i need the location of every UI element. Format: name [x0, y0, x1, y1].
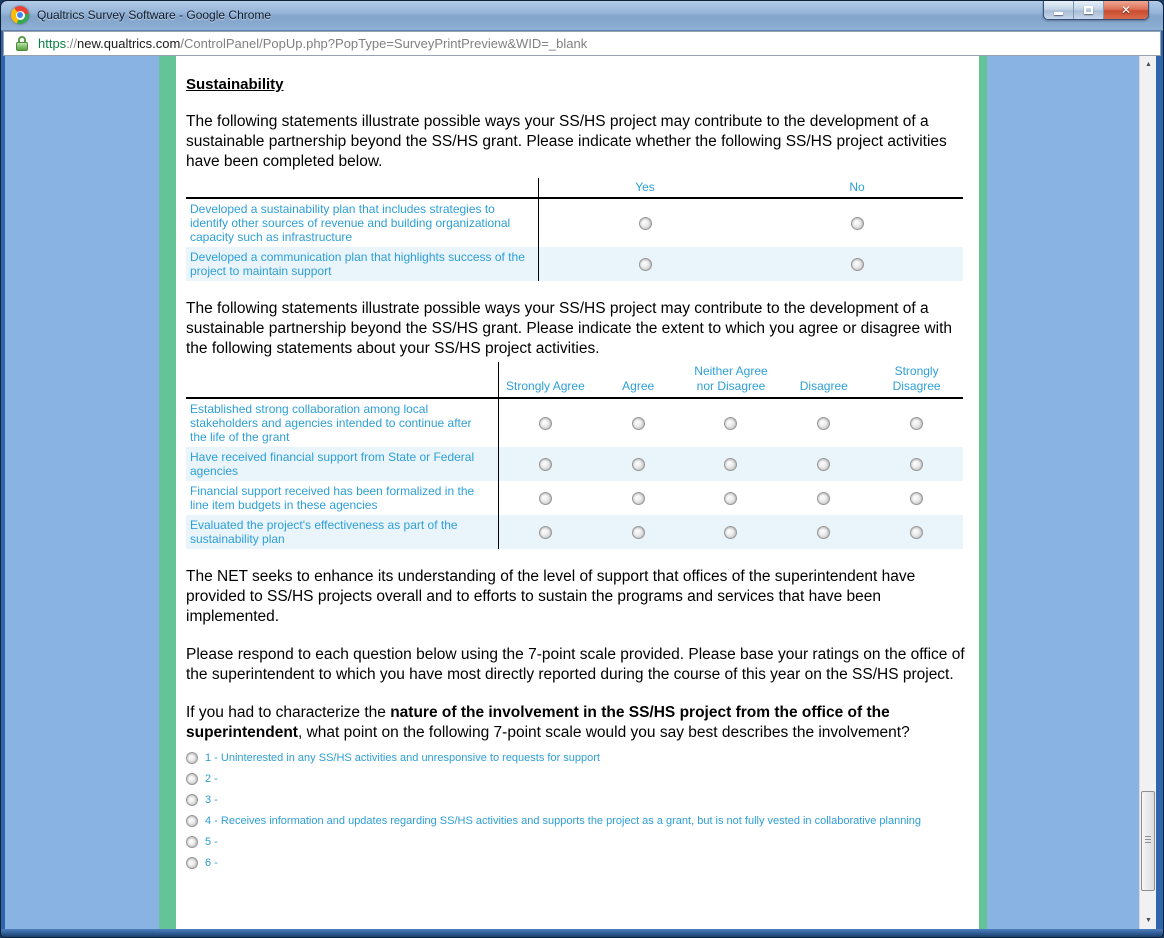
url-scheme: https — [38, 36, 67, 51]
survey-page — [176, 56, 979, 929]
radio-scale-4[interactable] — [186, 815, 198, 827]
radio-collaboration-5[interactable] — [910, 417, 923, 430]
scroll-up-button[interactable] — [1140, 56, 1156, 73]
list-item — [186, 792, 967, 809]
table-row — [186, 247, 963, 281]
minimize-icon — [1054, 12, 1063, 15]
radio-collaboration-2[interactable] — [632, 417, 645, 430]
radio-formalized-budgets-4[interactable] — [817, 492, 830, 505]
involvement-question — [186, 703, 968, 743]
option-label: 6 - — [205, 857, 218, 869]
section-title: Sustainability — [186, 76, 284, 93]
option-label: 3 - — [205, 794, 218, 806]
url-path: /ControlPanel/PopUp.php?PopType=SurveyPrintPreview&WID=_blank — [180, 36, 588, 51]
url-text[interactable] — [38, 36, 587, 51]
radio-financial-support-3[interactable] — [724, 458, 737, 471]
row-label: Financial support received has been formalized in the line item budgets in these agencies — [190, 484, 475, 512]
minimize-button[interactable] — [1044, 1, 1074, 19]
radio-evaluated-effectiveness-3[interactable] — [724, 526, 737, 539]
list-item — [186, 834, 967, 851]
list-item — [186, 771, 967, 788]
title-bar[interactable] — [1, 1, 1163, 31]
intro-paragraph-agree: The following statements illustrate possible ways your SS/HS project may contribute to the development of a sustainable partnership beyond the SS/HS grant. Please indicate the extent to which you agree or disagree with the following statements about your SS/HS project activities. — [186, 300, 952, 357]
table-header-row — [186, 362, 963, 399]
radio-formalized-budgets-2[interactable] — [632, 492, 645, 505]
completed-activities-table — [186, 178, 963, 281]
radio-formalized-budgets-3[interactable] — [724, 492, 737, 505]
radio-sustainability-plan-yes[interactable] — [639, 217, 652, 230]
page-viewport — [5, 56, 1156, 929]
option-label: 4 - Receives information and updates regarding SS/HS activities and supports the project as a grant, but is not fully vested in collaborative planning — [205, 815, 922, 827]
header-spacer-cell — [186, 362, 498, 397]
radio-formalized-budgets-1[interactable] — [539, 492, 552, 505]
question-prefix: If you had to characterize the — [186, 704, 391, 721]
radio-financial-support-1[interactable] — [539, 458, 552, 471]
option-label: 5 - — [205, 836, 218, 848]
close-button[interactable] — [1104, 1, 1148, 19]
radio-evaluated-effectiveness-1[interactable] — [539, 526, 552, 539]
option-label: 2 - — [205, 773, 218, 785]
scroll-down-button[interactable] — [1140, 912, 1156, 929]
question-bold: nature of the involvement in the SS/HS project from the office of the superintendent — [186, 704, 890, 741]
question-suffix: , what point on the following 7-point scale would you say best describes the involvement? — [297, 724, 910, 741]
radio-scale-5[interactable] — [186, 836, 198, 848]
radio-evaluated-effectiveness-5[interactable] — [910, 526, 923, 539]
radio-communication-plan-no[interactable] — [851, 258, 864, 271]
radio-scale-3[interactable] — [186, 794, 198, 806]
row-label: Established strong collaboration among local stakeholders and agencies intended to continue after the life of the grant — [190, 402, 472, 444]
radio-collaboration-1[interactable] — [539, 417, 552, 430]
vertical-scrollbar[interactable] — [1139, 56, 1156, 929]
column-header-yes: Yes — [635, 180, 655, 194]
radio-formalized-budgets-5[interactable] — [910, 492, 923, 505]
row-label: Evaluated the project's effectiveness as part of the sustainability plan — [190, 518, 458, 546]
list-item — [186, 813, 967, 830]
column-header-neither: Neither Agree nor Disagree — [694, 364, 768, 393]
table-row — [186, 399, 963, 447]
window-title: Qualtrics Survey Software - Google Chrome — [37, 8, 272, 22]
column-header-strongly-agree: Strongly Agree — [506, 379, 585, 393]
secure-lock-icon[interactable] — [15, 36, 29, 52]
maximize-button[interactable] — [1074, 1, 1104, 19]
scroll-up-icon: ▲ — [1145, 61, 1152, 68]
list-item — [186, 855, 967, 872]
scrollbar-thumb[interactable] — [1141, 791, 1155, 891]
maximize-icon — [1084, 6, 1093, 14]
address-bar[interactable] — [3, 31, 1161, 56]
radio-scale-6[interactable] — [186, 857, 198, 869]
column-header-no: No — [849, 180, 865, 194]
header-answer-cells — [538, 178, 963, 197]
table-row — [186, 447, 963, 481]
column-header-agree: Agree — [622, 379, 655, 393]
radio-financial-support-2[interactable] — [632, 458, 645, 471]
radio-collaboration-4[interactable] — [817, 417, 830, 430]
radio-evaluated-effectiveness-4[interactable] — [817, 526, 830, 539]
net-paragraph: The NET seeks to enhance its understanding of the level of support that offices of the superintendent have provided to SS/HS projects overall and to efforts to sustain the programs and services that have been implemented. — [186, 568, 916, 625]
seven-point-scale-options — [186, 750, 967, 872]
table-row — [186, 199, 963, 247]
radio-sustainability-plan-no[interactable] — [851, 217, 864, 230]
radio-scale-1[interactable] — [186, 752, 198, 764]
table-row — [186, 515, 963, 549]
window-controls — [1043, 1, 1149, 20]
intro-paragraph-completed: The following statements illustrate possible ways your SS/HS project may contribute to the development of a sustainable partnership beyond the SS/HS grant. Please indicate whether the following SS/HS project activities have been completed below. — [186, 113, 947, 170]
radio-collaboration-3[interactable] — [724, 417, 737, 430]
radio-communication-plan-yes[interactable] — [639, 258, 652, 271]
agreement-table — [186, 362, 963, 549]
row-label: Developed a sustainability plan that includes strategies to identify other sources of revenue and building organizational capacity such as infrastructure — [190, 202, 511, 244]
table-header-row — [186, 178, 963, 199]
column-header-strongly-disagree: Strongly Disagree — [892, 364, 941, 393]
url-host: new.qualtrics.com — [77, 36, 181, 51]
option-label: 1 - Uninterested in any SS/HS activities and unresponsive to requests for support — [205, 752, 600, 764]
respond-paragraph: Please respond to each question below using the 7-point scale provided. Please base your ratings on the office of the superintendent to which you have most directly reported during the course of this year on the SS/HS project. — [186, 646, 965, 683]
scroll-down-icon: ▼ — [1145, 917, 1152, 924]
table-row — [186, 481, 963, 515]
right-accent-strip — [979, 56, 987, 929]
url-separator: :// — [66, 36, 78, 51]
close-icon: ✕ — [1120, 3, 1132, 17]
header-spacer-cell — [186, 178, 538, 197]
header-answer-cells — [498, 362, 963, 397]
window-bottom-frame — [1, 929, 1163, 937]
radio-evaluated-effectiveness-2[interactable] — [632, 526, 645, 539]
row-label: Have received financial support from State or Federal agencies — [190, 450, 475, 478]
radio-financial-support-4[interactable] — [817, 458, 830, 471]
row-label: Developed a communication plan that highlights success of the project to maintain support — [190, 250, 525, 278]
radio-scale-2[interactable] — [186, 773, 198, 785]
left-accent-strip — [159, 56, 176, 929]
list-item — [186, 750, 967, 767]
radio-financial-support-5[interactable] — [910, 458, 923, 471]
column-header-disagree: Disagree — [799, 379, 848, 393]
chrome-icon — [11, 6, 29, 24]
